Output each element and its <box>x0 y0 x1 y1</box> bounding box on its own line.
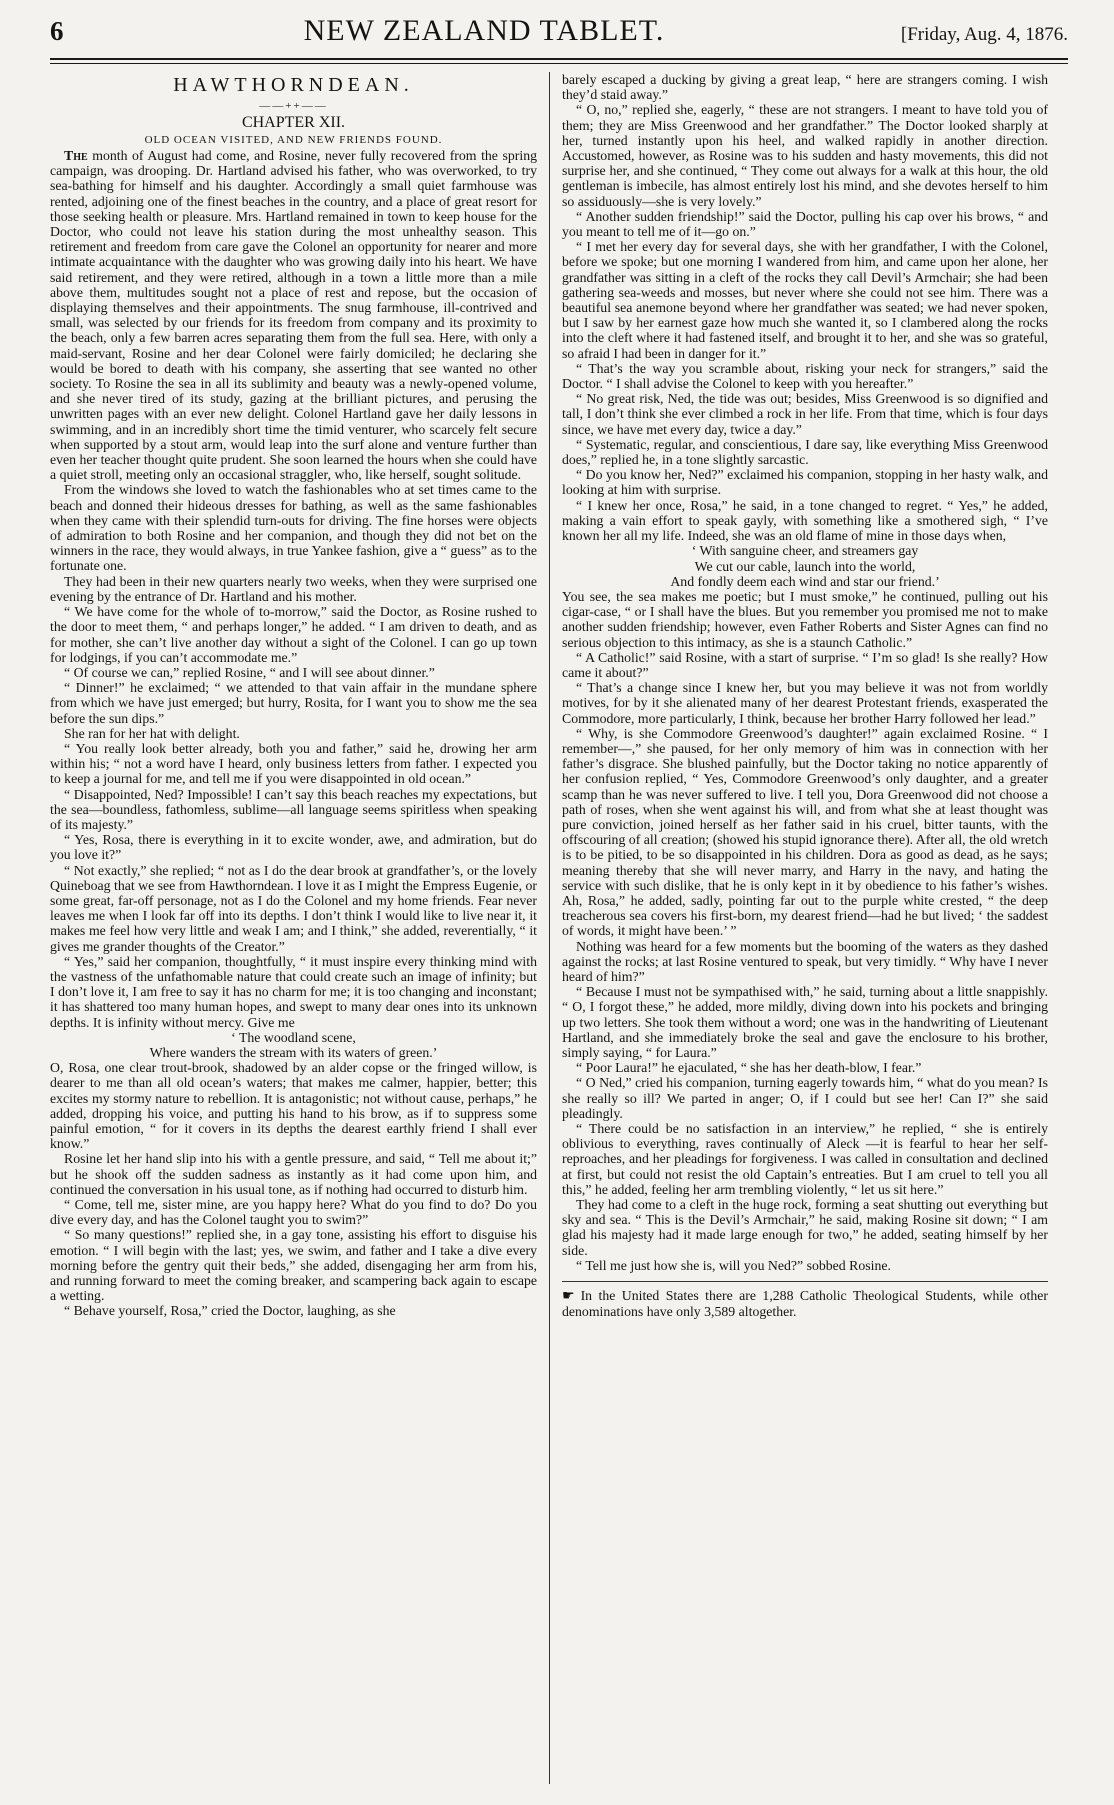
paragraph-text: “ Not exactly,” she replied; “ not as I do the dear brook at grandfather’s, or the lovely Quineboag that we see from Hawthorndean. I love it as I might the Empress Eugenie, or some great, far-off personage, not as I do the Colonel and my home friends. Fear never leaves me when I look far off into its depths. I don’t think I would like to live near it, it makes me feel how very little and weak I am; and I think,” she added, reverentially, “ it gives me grander thoughts of the Creator.” <box>50 862 537 954</box>
paragraph-text: “ O, no,” replied she, eagerly, “ these are not strangers. I meant to have told you of them; they are Miss Greenwood and her grandfather.” The Doctor looked sharply at her, turned instantly upon his heel, and walked rapidly in another direction. Accustomed, however, as Rosine was to his sudden and hasty movements, this did not surprise her, and she continued, “ They come out always for a walk at this hour, the old gentleman is imbecile, has almost entirely lost his mind, and she devotes herself to him so assiduously—she is very lovely.” <box>562 102 1048 209</box>
verse-line: We cut our cable, launch into the world, <box>694 558 916 574</box>
paragraph-text: “ Behave yourself, Rosa,” cried the Doctor, laughing, as she <box>64 1303 396 1319</box>
masthead <box>50 14 1068 60</box>
right-column-body <box>562 72 1048 1273</box>
paragraph-text: “ That’s a change since I knew her, but you may believe it was not from worldly motives, for by it she alienated many of her dearest Protestant friends, exasperated the Commodore, more particularly, I think, because her brother Harry followed her lead.” <box>562 680 1048 726</box>
paragraph <box>50 726 537 741</box>
paragraph-text: “ Another sudden friendship!” said the Doctor, pulling his cap over his brows, “ and you meant to tell me of it—go on.” <box>562 208 1048 240</box>
paragraph-text: Rosine let her hand slip into his with a gentle pressure, and said, “ Tell me about it;” but he shook off the sudden sadness as instantly as it had come upon him, and continued the conversation in his usual tone, as if nothing had occurred to disturb him. <box>50 1151 537 1197</box>
paragraph <box>50 148 537 482</box>
footnote-rule <box>562 1281 1048 1282</box>
verse-line: ‘ With sanguine cheer, and streamers gay <box>691 543 919 559</box>
paragraph <box>50 665 537 680</box>
paragraph <box>562 498 1048 544</box>
paragraph-text: “ Yes,” said her companion, thoughtfully, “ it must inspire every thinking mind with the vastness of the unfathomable nature that could create such an image of infinity; but I don’t love it, I am free to say it has no charm for me; it is too changing and inconstant; it has shattered too many human hopes, and swept to many dear ones into its unknown depths. It is infinity without mercy. Give me <box>50 953 537 1030</box>
paragraph-text: “ I knew her once, Rosa,” he said, in a tone changed to regret. “ Yes,” he added, making a vain effort to speak gayly, with something like a smothered sigh, “ I’ve known her all my life. Indeed, she was an old flame of mine in those days when, <box>562 497 1048 544</box>
paragraph-text: “ That’s the way you scramble about, risking your neck for strangers,” said the Doctor. “ I shall advise the Colonel to keep with you hereafter.” <box>562 360 1048 392</box>
chapter-heading: CHAPTER XII. <box>241 114 346 131</box>
paragraph-text: “ Why, is she Commodore Greenwood’s daughter!” again exclaimed Rosine. “ I remember—,” she paused, for her only memory of him was in connection with her father’s disgrace. She blushed painfully, but the Doctor taking no notice apparently of her confusion replied, “ Yes, Commodore Greenwood’s only daughter, and a greater scamp than he was never suffered to live. I tell you, Dora Greenwood did not choose a path of roses, when she went against his will, and from what she at least thought was pure conviction, joined herself as her father said in his cruel, bitter taunts, with the offscouring of all creation; (showed his stupid ignorance there). After all, the old wretch is to be pitied, to be so disappointed in his children. Dora as good as dead, as he says; meaning thereby that she will never marry, and Harry in the navy, and hating the service with such dislike, that he is only kept in it by obedience to his father’s wishes. Ah, Rosa,” he added, sadly, pointing far out to the purple white crested, “ the deep treacherous sea covers his first-born, my dearest friend—had he but lived; ‘ the saddest of words, it might have been.’ ” <box>562 725 1048 939</box>
paragraph <box>50 680 537 726</box>
paragraph-text: “ Dinner!” he exclaimed; “ we attended to that vain affair in the mundane sphere from which we have just emerged; but hurry, Rosita, for I want you to show me the sea before the sun dips.” <box>50 680 537 726</box>
ornament-divider: ——++—— <box>259 100 328 112</box>
paragraph-text: “ O Ned,” cried his companion, turning eagerly towards him, “ what do you mean? Is she really so ill? We parted in anger; O, if I could but see her! Can I?” she said pleadingly. <box>562 1075 1048 1121</box>
paragraph <box>50 1151 537 1197</box>
paragraph <box>50 482 537 573</box>
paragraph <box>562 589 1048 650</box>
paragraph-text: She ran for her hat with delight. <box>64 725 240 741</box>
verse-quote <box>50 1030 537 1060</box>
paragraph <box>50 1197 537 1227</box>
paragraph <box>50 604 537 665</box>
paragraph-text: They had been in their new quarters nearly two weeks, when they were surprised one evening by the entrance of Dr. Hartland and his mother. <box>50 573 537 604</box>
paragraph-text: “ So many questions!” replied she, in a gay tone, assisting his effort to disguise his emotion. “ I will begin with the last; yes, we swim, and father and I take a dive every morning before the gentry quit their beds,” she added, disengaging her arm from his, and running forward to meet the coming breaker, and scampering back again to escape a wetting. <box>50 1227 537 1304</box>
paragraph-text: “ Do you know her, Ned?” exclaimed his companion, stopping in her hasty walk, and looking at him with surprise. <box>562 467 1048 498</box>
paragraph <box>50 787 537 833</box>
paragraph-text: month of August had come, and Rosine, never fully recovered from the spring campaign, was drooping. Dr. Hartland advised his father, who was overworked, to try sea-bathing for himself and his daughter. Accordingly a small quiet farmhouse was rented, adjoining one of the finest beaches in the country, and a place of great resort for those seeking health or pleasure. Mrs. Hartland remained in town to keep house for the Doctor, who could not leave his station during the most unhealthy season. This retirement and freedom from care gave the Colonel an opportunity for nearer and more intimate acquaintance with the daughter who was growing daily into his heart. We have said retirement, and they were retired, although in a town a little more than a mile above them, multitudes sought not a place of rest and repose, but the occasion of displaying themselves and their appointments. The snug farmhouse, ill-contrived and small, was selected by our friends for its freedom from company and its proximity to the beach, only a few barren acres separating them from the full sea. Here, with only a maid-servant, Rosine and her dear Colonel were fairly domiciled; he declaring she would be bored to death with his company, she asserting that see wanted no other society. To Rosine the sea in all its sublimity and beauty was a newly-opened volume, and she never tired of its study, gazing at the brilliant pictures, and perusing the unwritten pages with an ever new delight. Colonel Hartland gave her daily lessons in swimming, and in an incredibly short time the timid venturer, who scarcely felt secure when supported by a stout arm, would leap into the surf alone and venture further than even her teacher thought quite prudent. She soon learned the hours when she could have a quiet stroll, meeting only an occasional straggler, who, like herself, sought solitude. <box>50 148 537 483</box>
paragraph <box>50 832 537 862</box>
paragraph <box>562 680 1048 726</box>
paragraph <box>562 939 1048 985</box>
paragraph-text: “ Disappointed, Ned? Impossible! I can’t say this beach reaches my expectations, but the sea—boundless, fathomless, sublime—all language seems spiritless when speaking of its majesty.” <box>50 786 537 832</box>
paragraph-text: “ Of course we can,” replied Rosine, “ and I will see about dinner.” <box>64 664 435 680</box>
right-column <box>549 72 1048 1784</box>
paragraph <box>562 1060 1048 1075</box>
paragraph <box>50 1227 537 1303</box>
paragraph <box>562 437 1048 467</box>
paragraph-text: Nothing was heard for a few moments but the booming of the waters as they dashed against the rocks; at last Rosine ventured to speak, but very timidly. “ Why have I never heard of him?” <box>562 938 1048 984</box>
paragraph-text: “ I met her every day for several days, she with her grandfather, I with the Colonel, before we spoke; but one morning I wandered from him, and came upon her alone, her grandfather was sitting in a cleft of the rocks they call Devil’s Armchair; she had been gathering sea-weeds and mosses, but never where she could not see him. There was a beautiful sea anemone beyond where her grandfather was seated; we had never spoken, but I saw by her earnest gaze how much she wanted it, so I clambered along the rocks into the cleft where it had fastened itself, and brought it to her, and she was so grateful, so afraid I had been in danger for it.” <box>562 239 1048 361</box>
paragraph <box>50 1303 537 1318</box>
paragraph-text: “ Systematic, regular, and conscientious, I dare say, like everything Miss Greenwood does,” replied he, in a tone slightly sarcastic. <box>562 436 1048 468</box>
paragraph <box>562 102 1048 208</box>
paragraph <box>562 1197 1048 1258</box>
paragraph <box>50 741 537 787</box>
footnote <box>562 1288 1048 1319</box>
paragraph-text: O, Rosa, one clear trout-brook, shadowed by an alder copse or the fringed willow, is dearer to me than all old ocean’s waters; that makes me calmer, happier, better; this excites my stormy nature to rebellion. It is antagonistic; not without cause, perhaps,” he added, dropping his voice, and putting his hand to his brow, as if to suppress some painful emotion, “ for it covers in its depths the dearest earthly friend I shall ever know.” <box>50 1060 537 1152</box>
paragraph <box>562 650 1048 680</box>
pointing-hand-icon: ☛ <box>562 1289 575 1305</box>
chapter-subtitle: OLD OCEAN VISITED, AND NEW FRIENDS FOUND. <box>144 134 443 146</box>
paragraph <box>562 984 1048 1060</box>
paragraph-text: “ Poor Laura!” he ejaculated, “ she has her death-blow, I fear.” <box>576 1060 922 1076</box>
left-column <box>50 72 549 1784</box>
opening-word: The <box>64 148 88 163</box>
paragraph-text: “ Come, tell me, sister mine, are you happy here? What do you find to do? Do you dive every day, and has the Colonel taught you to swim?” <box>50 1197 537 1228</box>
paragraph-text: You see, the sea makes me poetic; but I must smoke,” he continued, pulling out his cigar-case, “ or I shall have the blues. But you remember you promised me not to make another sudden friendship; however, even Father Roberts and Sister Agnes can find no serious objection to this intimacy, as she is a staunch Catholic.” <box>562 588 1048 650</box>
paragraph-text: “ Tell me just how she is, will you Ned?” sobbed Rosine. <box>576 1257 891 1273</box>
paragraph <box>562 391 1048 437</box>
paragraph <box>562 361 1048 391</box>
paragraph <box>562 1121 1048 1197</box>
paragraph <box>562 1258 1048 1273</box>
paragraph <box>50 954 537 1030</box>
story-title: HAWTHORNDEAN. <box>173 74 414 96</box>
paragraph-text: “ There could be no satisfaction in an interview,” he replied, “ she is entirely oblivious to everything, raves continually of Aleck —it is fearful to hear her self-reproaches, and her pleadings for forgiveness. I was called in consultation and declined at first, but could not resist the old Captain’s entreaties. But I am cruel to tell you all this,” he added, feeling her arm trembling violently, “ let us sit here.” <box>562 1121 1048 1197</box>
paragraph <box>50 574 537 604</box>
paragraph <box>50 1060 537 1151</box>
paragraph-text: “ No great risk, Ned, the tide was out; besides, Miss Greenwood is so dignified and tall, I don’t think she ever climbed a rock in her life. From that time, which is four days since, we have met every day, twice a day.” <box>562 391 1048 437</box>
verse-line: ‘ The woodland scene, <box>231 1029 356 1045</box>
paragraph <box>562 1075 1048 1121</box>
paragraph <box>562 209 1048 239</box>
paragraph-text: They had come to a cleft in the huge rock, forming a seat shutting out everything but sky and sea. “ This is the Devil’s Armchair,” he said, making Rosine sit down; “ I am glad his majesty had it made large enough for two,” he added, seating himself by her side. <box>562 1197 1048 1258</box>
paragraph-text: barely escaped a ducking by giving a great leap, “ here are strangers coming. I wish they’d staid away.” <box>562 72 1048 103</box>
verse-line: And fondly deem each wind and star our friend.’ <box>670 573 940 589</box>
footnote-text: In the United States there are 1,288 Catholic Theological Students, while other denominations have only 3,589 altogether. <box>562 1288 1048 1320</box>
page-number: 6 <box>50 16 64 46</box>
paragraph-text: “ Because I must not be sympathised with,” he said, turning about a little snappishly. “ O, I forgot these,” he added, more mildly, diving down into his pockets and bringing up two letters. She took them without a word; one was in the handwriting of Lieutenant Hartland, and she immediately broke the seal and gave the enclosure to his brother, simply saying, “ for Laura.” <box>562 984 1048 1060</box>
columns <box>50 72 1068 1784</box>
paragraph-text: “ You really look better already, both you and father,” said he, drowing her arm within his; “ not a word have I heard, only business letters from father. I expected you to keep a journal for me, and tell me if you were disappointed in old ocean.” <box>50 740 537 787</box>
masthead-rule <box>50 63 1068 64</box>
paragraph-text: “ We have come for the whole of to-morrow,” said the Doctor, as Rosine rushed to the door to meet them, “ and perhaps longer,” he added. “ I am driven to death, and as for mother, she can’t live another day without a sight of the Colonel. I can go up town for lodgings, if you can’t accommodate me.” <box>50 604 537 665</box>
left-column-body <box>50 148 537 1319</box>
paragraph <box>562 726 1048 939</box>
paragraph <box>562 239 1048 361</box>
paragraph-text: From the windows she loved to watch the fashionables who at set times came to the beach and donned their hideous dresses for bathing, as well as the same fashionables when they came with their splendid turn-outs for driving. The fine horses were objects of admiration to both Rosine and her companion, and though they did not bet on the winners in the race, they would always, in true Yankee fashion, give a “ guess” as to the fortunate one. <box>50 482 537 574</box>
paragraph <box>562 72 1048 102</box>
paragraph <box>50 863 537 954</box>
paragraph-text: “ A Catholic!” said Rosine, with a start of surprise. “ I’m so glad! Is she really? How came it about?” <box>562 649 1048 680</box>
paragraph-text: “ Yes, Rosa, there is everything in it to excite wonder, awe, and admiration, but do you love it?” <box>50 832 537 863</box>
paragraph <box>562 467 1048 497</box>
issue-date: [Friday, Aug. 4, 1876. <box>900 24 1068 45</box>
verse-quote <box>562 543 1048 589</box>
verse-line: Where wanders the stream with its waters of green.’ <box>149 1044 438 1060</box>
publication-title: NEW ZEALAND TABLET. <box>303 14 665 47</box>
